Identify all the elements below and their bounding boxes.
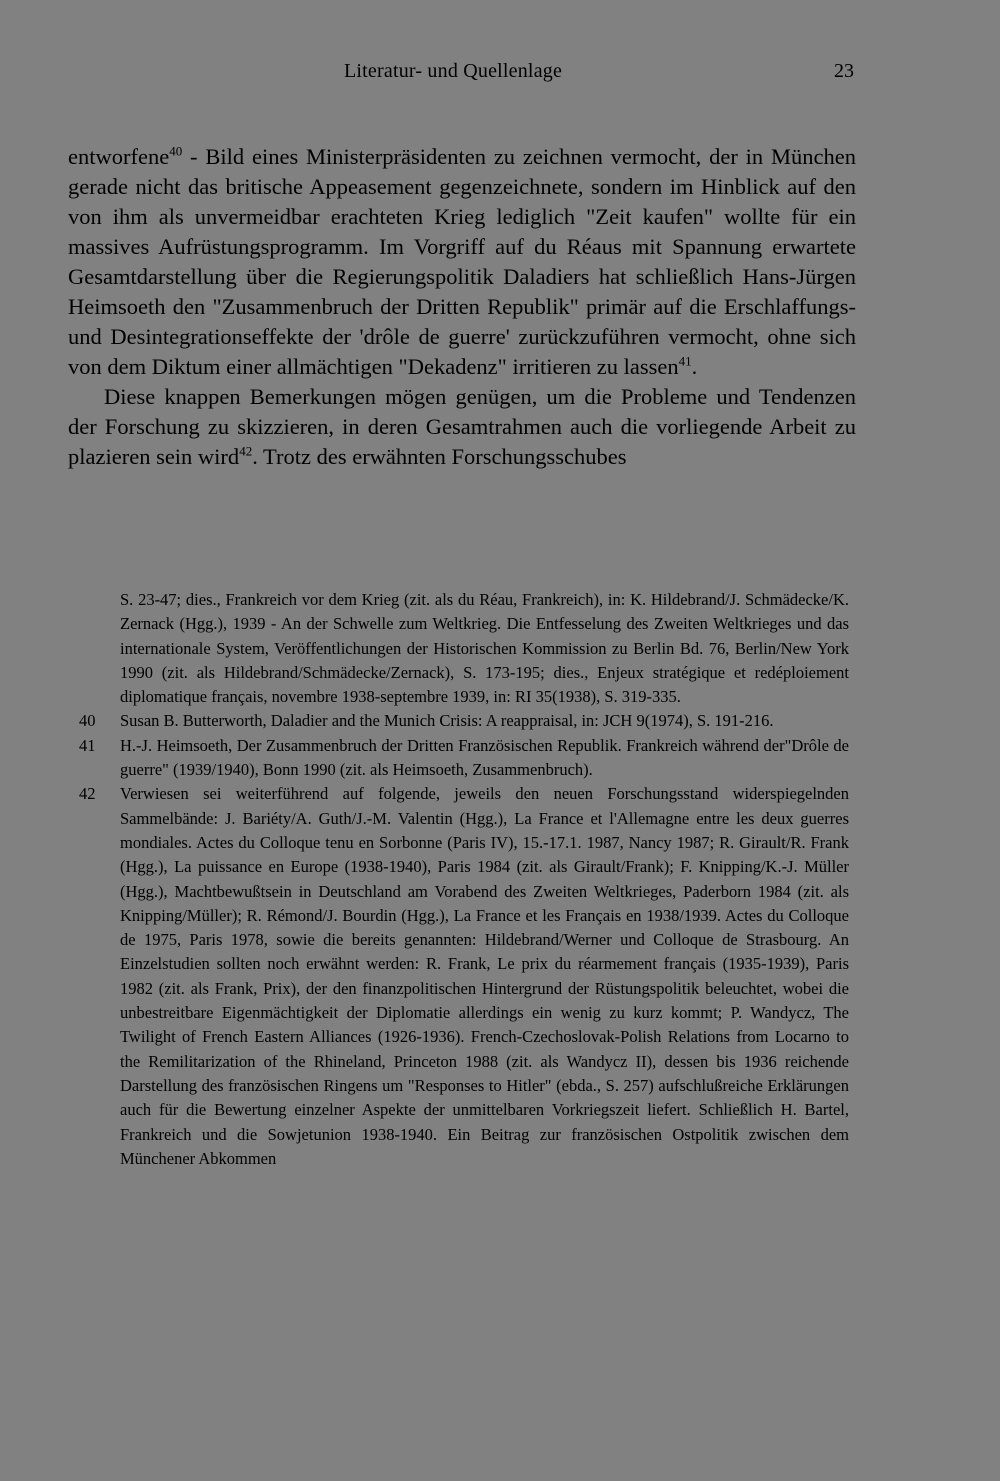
- footnote-ref-40: 40: [169, 143, 183, 159]
- footnote-ref-41: 41: [678, 353, 692, 369]
- page-header: [0, 60, 1000, 90]
- footnote-42: [79, 782, 849, 1171]
- footnote-text: H.-J. Heimsoeth, Der Zusammenbruch der Dritten Französischen Republik. Frankreich während der"Drôle de guerre" (1939/1940), Bonn 1990 (zit. als Heimsoeth, Zusammenbruch).: [120, 735, 849, 780]
- footnote-ref-42: 42: [239, 443, 253, 459]
- footnote-text: Susan B. Butterworth, Daladier and the Munich Crisis: A reappraisal, in: JCH 9(1974), S. 191-216.: [120, 711, 774, 731]
- footnote-number: 42: [79, 784, 96, 804]
- paragraph: entworfene$^{40}$ - Bild eines Ministerpräsidenten zu zeichnen vermocht, der in München gerade nicht das britische Appeasement gegenzeichnete, sondern im Hinblick auf den von ihm als unvermeidbar erachteten Krieg lediglich "Zeit kaufen" wollte für ein massives Aufrüstungsprogramm. Im Vorgriff auf du Réaus mit Spannung erwartete Gesamtdarstellung über die Regierungspolitik Daladiers hat schließlich Hans-Jürgen Heimsoeth den "Zusammenbruch der Dritten Republik" primär auf die Erschlaffungs- und Desintegrationseffekte der 'drôle de guerre' zurückzuführen vermocht, ohne sich von dem Diktum einer allmächtigen "Dekadenz" irritieren zu lassen$^{41}$.: [68, 143, 856, 379]
- paragraph: Diese knappen Bemerkungen mögen genügen, um die Probleme und Tendenzen der Forschung zu skizzieren, in deren Gesamtrahmen auch die vorliegende Arbeit zu plazieren sein wird$^{42}$. Trotz des erwähnten Forschungsschubes: [68, 384, 856, 469]
- footnote-continuation: S. 23-47; dies., Frankreich vor dem Krieg (zit. als du Réau, Frankreich), in: K. Hildebrand/J. Schmädecke/K. Zernack (Hgg.), 1939 - An der Schwelle zum Weltkrieg. Die Entfesselung des Zweiten Weltkrieges und das internationale System, Veröffentlichungen der Historischen Kommission zu Berlin Bd. 76, Berlin/New York 1990 (zit. als Hildebrand/Schmädecke/Zernack), S. 173-195; dies., Enjeux stratégique et redéploiement diplomatique français, novembre 1938-septembre 1939, in: RI 35(1938), S. 319-335.: [120, 590, 849, 707]
- footnotes: [79, 588, 849, 1171]
- footnote-number: 40: [79, 711, 96, 731]
- running-title: Literatur- und Quellenlage: [344, 60, 563, 82]
- footnote-number: 41: [79, 735, 96, 755]
- footnote-41: [79, 734, 849, 783]
- footnote-text: Verwiesen sei weiterführend auf folgende, jeweils den neuen Forschungsstand widerspiegelnden Sammelbände: J. Bariéty/A. Guth/J.-M. Valentin (Hgg.), La France et l'Allemagne entre les deux guerres mondiales. Actes du Colloque tenu en Sorbonne (Paris IV), 15.-17.1. 1987, Nancy 1987; R. Girault/R. Frank (Hgg.), La puissance en Europe (1938-1940), Paris 1984 (zit. als Girault/Frank); F. Knipping/K.-J. Müller (Hgg.), Machtbewußtsein in Deutschland am Vorabend des Zweiten Weltkrieges, Paderborn 1984 (zit. als Knipping/Müller); R. Rémond/J. Bourdin (Hgg.), La France et les Français en 1938/1939. Actes du Colloque de 1975, Paris 1978, sowie die bereits genannten: Hildebrand/Werner und Colloque de Strasbourg. An Einzelstudien sollten noch erwähnt werden: R. Frank, Le prix du réarmement français (1935-1939), Paris 1982 (zit. als Frank, Prix), der den finanzpolitischen Hintergrund der Rüstungspolitik beleuchtet, wobei die unbestreitbare Eigenmächtigkeit der Diplomatie allerdings ein wenig zu kurz kommt; P. Wandycz, The Twilight of French Eastern Alliances (1926-1936). French-Czechoslovak-Polish Relations from Locarno to the Remilitarization of the Rhineland, Princeton 1988 (zit. als Wandycz II), dessen bis 1936 reichende Darstellung des französischen Ringens um "Responses to Hitler" (ebda., S. 257) aufschlußreiche Erklärungen auch für die Bewertung einzelner Aspekte der unmittelbaren Vorkriegszeit liefert. Schließlich H. Bartel, Frankreich und die Sowjetunion 1938-1940. Ein Beitrag zur französischen Ostpolitik zwischen dem Münchener Abkommen: [120, 784, 849, 1168]
- main-text: [68, 142, 856, 472]
- page-number: 23: [834, 60, 854, 82]
- footnote-40: [79, 709, 849, 733]
